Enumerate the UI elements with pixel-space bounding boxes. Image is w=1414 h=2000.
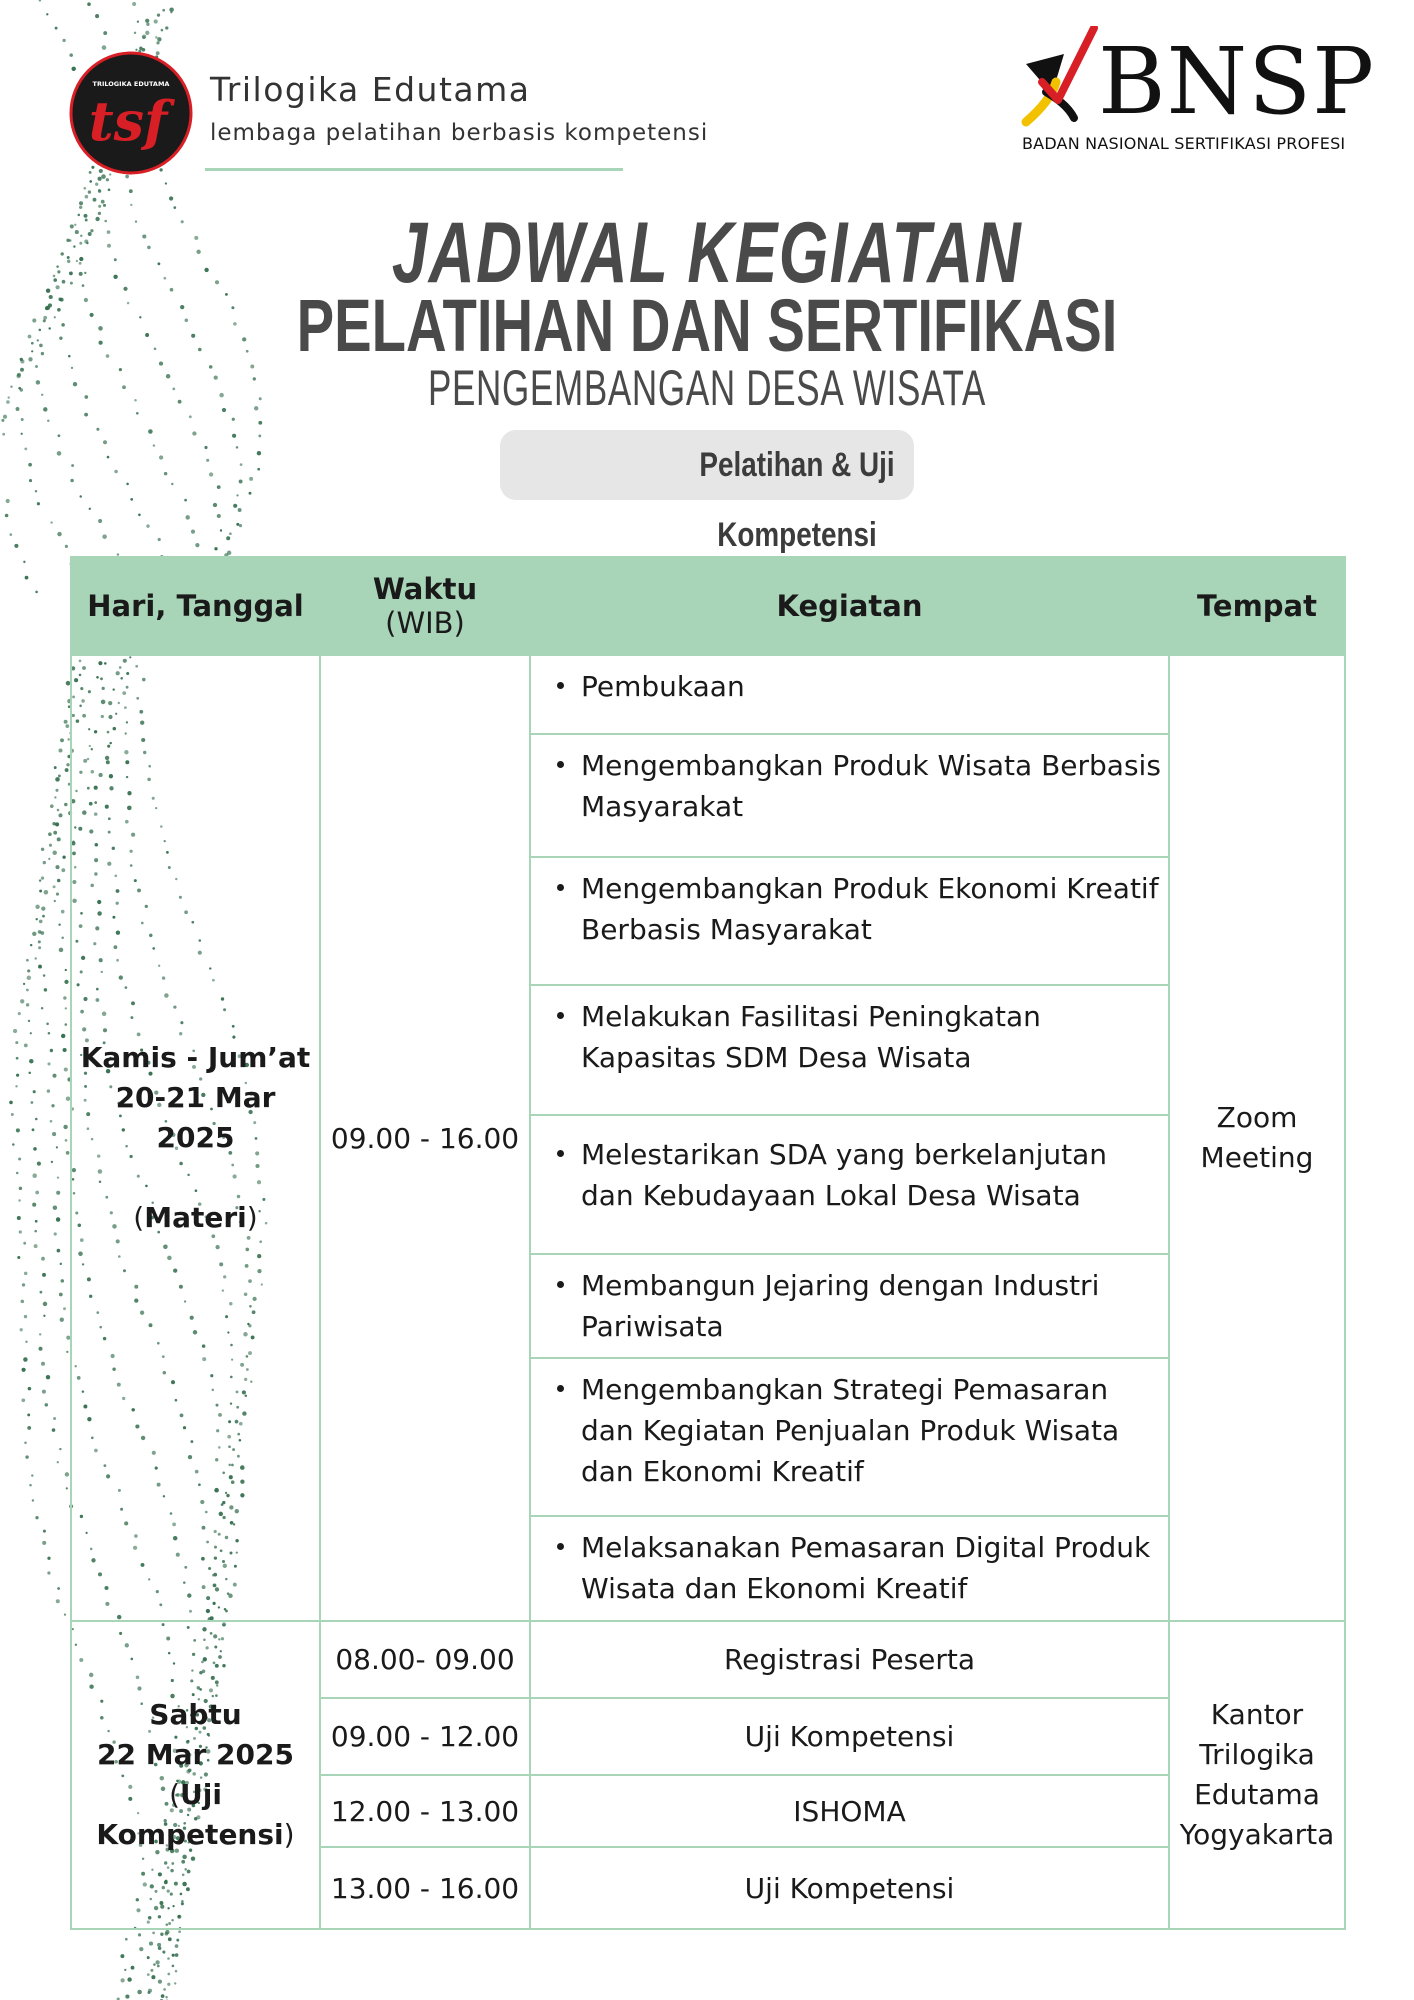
logo-mark: tsf [88, 89, 168, 153]
day2-type-inner: Uji Kompetensi [96, 1778, 284, 1851]
table-row [71, 1621, 1345, 1698]
schedule-table [70, 556, 1346, 1930]
header-time-unit: (WIB) [385, 606, 465, 640]
day1-type-inner: Materi [144, 1201, 247, 1234]
header-place: Tempat [1169, 557, 1345, 655]
day1-cell [71, 655, 320, 1621]
day2-date: 22 Mar 2025 [97, 1738, 294, 1771]
header-day: Hari, Tanggal [71, 557, 320, 655]
activity-text: Melakukan Fasilitasi Peningkatan Kapasitas SDM Desa Wisata [581, 1000, 1041, 1074]
bullet-icon [557, 682, 564, 689]
table-row [71, 655, 1345, 734]
header-time-label: Waktu [372, 572, 478, 606]
day2-place-line2: Trilogika [1199, 1738, 1315, 1771]
day1-place [1169, 655, 1345, 1621]
activity-cell [530, 1115, 1169, 1254]
bnsp-full-name: BADAN NASIONAL SERTIFIKASI PROFESI [1022, 134, 1346, 153]
page-subheading: PENGEMBANGAN DESA WISATA [427, 360, 987, 416]
day1-date: 20-21 Mar 2025 [115, 1081, 276, 1154]
activity-text: Mengembangkan Produk Ekonomi Kreatif Berbasis Masyarakat [581, 872, 1159, 946]
day1-type: (Materi) [133, 1201, 258, 1234]
category-badge-label: Pelatihan & Uji Kompetensi [699, 446, 895, 554]
day1-day: Kamis - Jum’at [80, 1041, 311, 1074]
activity-cell [530, 734, 1169, 857]
logo-small-text: TRILOGIKA EDUTAMA [92, 80, 170, 88]
session-activity: Uji Kompetensi [530, 1698, 1169, 1775]
org-name: Trilogika Edutama [210, 70, 531, 109]
activity-cell [530, 857, 1169, 985]
activity-cell [530, 1516, 1169, 1621]
bullet-icon [557, 761, 564, 768]
activity-text: Pembukaan [581, 670, 745, 703]
header-activity: Kegiatan [530, 557, 1169, 655]
trilogika-logo [68, 50, 194, 176]
session-activity: Registrasi Peserta [530, 1621, 1169, 1698]
session-activity: Uji Kompetensi [530, 1847, 1169, 1929]
activity-text: Mengembangkan Strategi Pemasaran dan Kegiatan Penjualan Produk Wisata dan Ekonomi Kreatif [581, 1373, 1120, 1488]
bullet-icon [557, 1150, 564, 1157]
day1-place-line2: Meeting [1200, 1141, 1314, 1174]
day1-time: 09.00 - 16.00 [320, 655, 530, 1621]
day2-type: (Uji Kompetensi) [96, 1778, 295, 1851]
header-divider [205, 168, 623, 171]
session-time: 12.00 - 13.00 [320, 1775, 530, 1847]
activity-cell [530, 985, 1169, 1115]
activity-text: Mengembangkan Produk Wisata Berbasis Masyarakat [581, 749, 1161, 823]
day2-place-line1: Kantor [1210, 1698, 1304, 1731]
bullet-icon [557, 1012, 564, 1019]
activity-cell [530, 655, 1169, 734]
day2-day: Sabtu [149, 1698, 242, 1731]
bnsp-name: BNSP [1098, 28, 1376, 135]
header-time [320, 557, 530, 655]
day2-place-line3: Edutama [1194, 1778, 1320, 1811]
table-header-row [71, 557, 1345, 655]
bullet-icon [557, 884, 564, 891]
session-time: 09.00 - 12.00 [320, 1698, 530, 1775]
activity-text: Membangun Jejaring dengan Industri Pariwisata [581, 1269, 1100, 1343]
day2-place-line4: Yogyakarta [1179, 1818, 1335, 1851]
activity-cell [530, 1254, 1169, 1358]
org-tagline: lembaga pelatihan berbasis kompetensi [210, 120, 709, 146]
day2-place [1169, 1621, 1345, 1929]
session-time: 08.00- 09.00 [320, 1621, 530, 1698]
page-subtitle: PELATIHAN DAN SERTIFIKASI [296, 284, 1118, 367]
day1-place-line1: Zoom [1216, 1101, 1298, 1134]
session-time: 13.00 - 16.00 [320, 1847, 530, 1929]
activity-cell [530, 1358, 1169, 1516]
bullet-icon [557, 1385, 564, 1392]
bullet-icon [557, 1281, 564, 1288]
day2-cell [71, 1621, 320, 1929]
bullet-icon [557, 1543, 564, 1550]
activity-text: Melestarikan SDA yang berkelanjutan dan Kebudayaan Lokal Desa Wisata [581, 1138, 1108, 1212]
page-title: JADWAL KEGIATAN [391, 205, 1023, 301]
activity-text: Melaksanakan Pemasaran Digital Produk Wisata dan Ekonomi Kreatif [581, 1531, 1151, 1605]
session-activity: ISHOMA [530, 1775, 1169, 1847]
